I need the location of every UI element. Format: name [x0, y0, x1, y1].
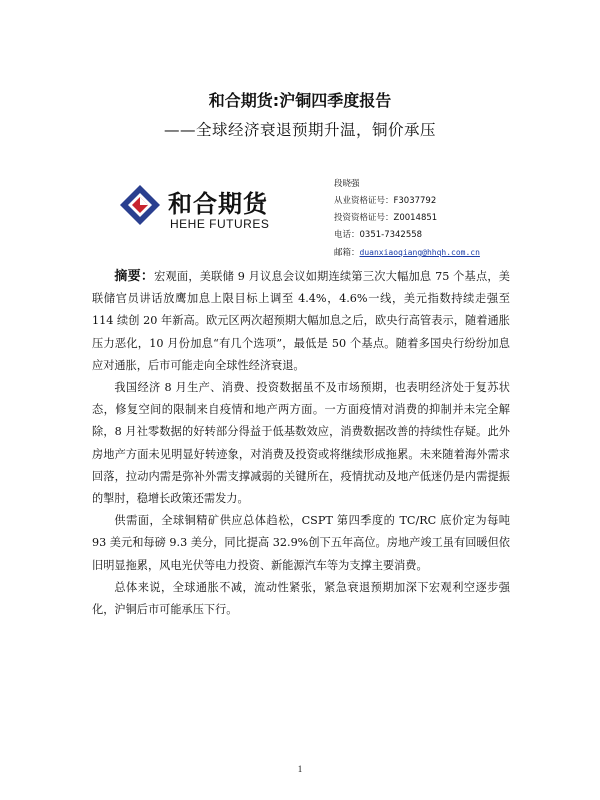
report-subtitle: ——全球经济衰退预期升温，铜价承压 — [163, 121, 436, 139]
qualification-number: 从业资格证号：F3037792 — [334, 196, 437, 206]
logo-name-en: HEHE FUTURES — [170, 217, 270, 231]
email-link[interactable]: duanxiaoqiang@hhqh.com.cn — [359, 248, 480, 257]
email-label: 邮箱： — [334, 248, 360, 258]
consulting-number: 投资资格证号：Z0014851 — [334, 213, 438, 223]
abstract-paragraph — [92, 266, 510, 377]
email-row — [334, 244, 574, 262]
page-number: 1 — [297, 764, 303, 774]
report-body — [92, 266, 510, 621]
paragraph: 我国经济 8 月生产、消费、投资数据虽不及市场预期，也表明经济处于复苏状态，修复空间的限制来自疫情和地产两方面。一方面疫情对消费的抑制并未完全解除，8 月社零数据的好转部分得益于低基数效应，消费数据改善的持续性存疑。此外房地产方面未见明显好转迹象，对消费及投资或将继续形成拖累。未来随着海外需求回落，拉动内需是弥补外需支撑减弱的关键所在，疫情扰动及地产低迷仍是内需提振的掣肘，稳增长政策还需发力。 — [92, 381, 510, 506]
logo-name-cn: 和合期货 — [168, 190, 268, 218]
abstract-label: 摘要： — [114, 269, 155, 284]
phone-number: 电话：0351-7342558 — [334, 230, 423, 240]
paragraph: 供需面，全球铜精矿供应总体趋松，CSPT 第四季度的 TC/RC 底价定为每吨 93 美元和每磅 9.3 美分，同比提高 32.9%创下五年高位。房地产竣工虽有回暖但依旧明显拖累，风电光伏等电力投资、新能源汽车等为支撑主要消费。 — [92, 514, 510, 572]
logo-mark-icon — [118, 183, 162, 227]
analyst-contact — [334, 176, 574, 262]
paragraph-text: 宏观面，美联储 9 月议息会议如期连续第三次大幅加息 75 个基点，美联储官员讲话放鹰加息上限目标上调至 4.4%，4.6%一线，美元指数持续走强至 114 续创 20 年新高。欧元区两次超预期大幅加息之后，欧央行高管表示，随着通胀压力恶化，10 月份加息“有几个选项”，最低是 50 个基点。随着多国央行纷纷加息应对通胀，后市可能走向全球性经济衰退。 — [92, 270, 510, 372]
analyst-name: 段晓强 — [334, 179, 360, 189]
paragraph: 总体来说，全球通胀不减，流动性紧张，紧急衰退预期加深下宏观利空逐步强化，沪铜后市可能承压下行。 — [92, 580, 510, 617]
company-logo — [118, 181, 278, 241]
report-title: 和合期货:沪铜四季度报告 — [208, 91, 392, 110]
